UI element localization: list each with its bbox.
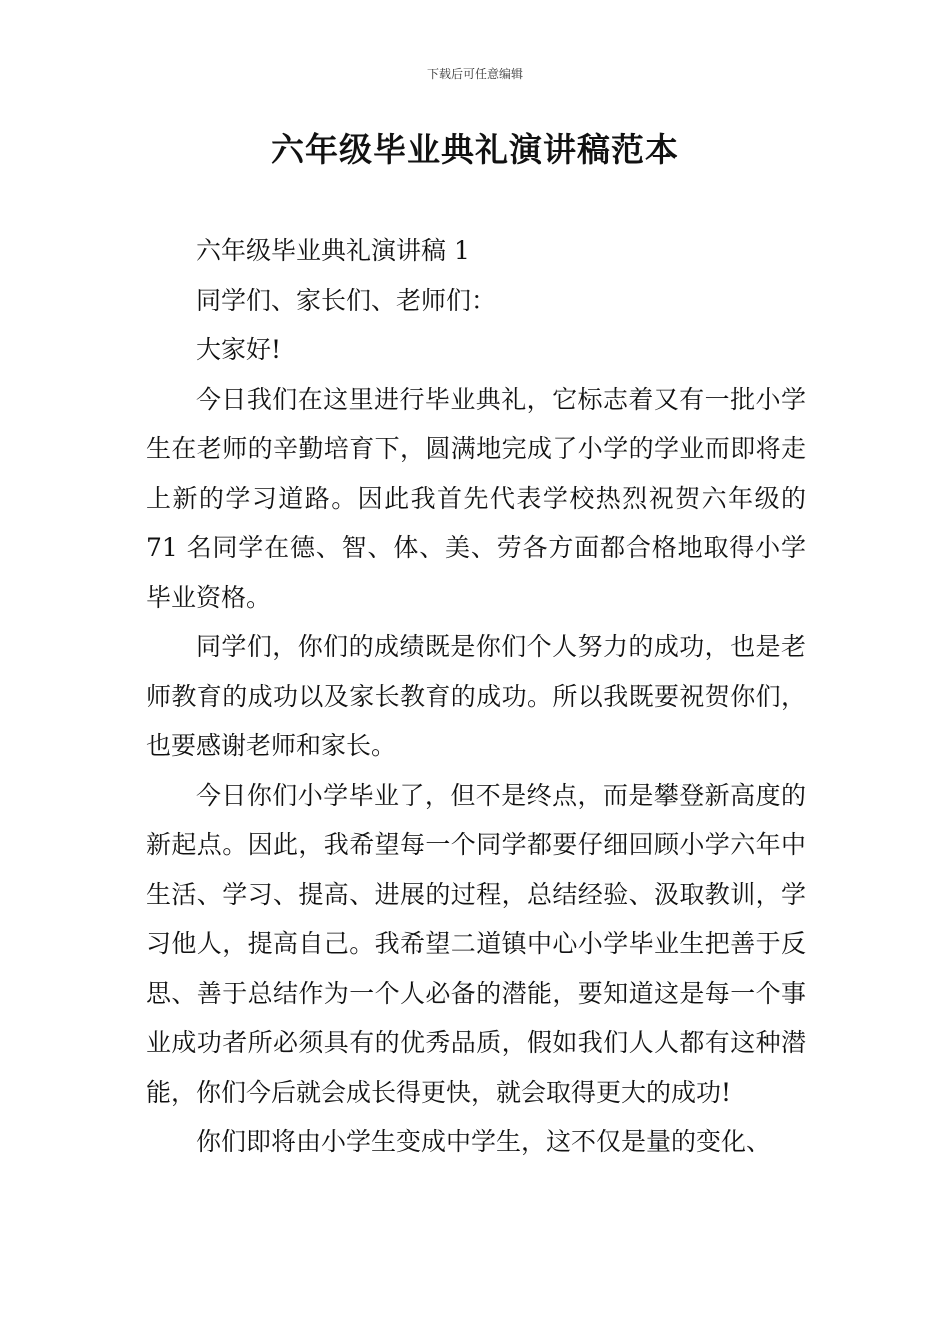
document-body [146,226,806,1167]
body-paragraph: 今日我们在这里进行毕业典礼，它标志着又有一批小学生在老师的辛勤培育下，圆满地完成了小学的学业而即将走上新的学习道路。因此我首先代表学校热烈祝贺六年级的 71 名同学在德、智、体、美、劳各方面都合格地取得小学毕业资格。 [146,384,806,612]
header-note: 下载后可任意编辑 [426,67,523,81]
body-paragraph: 你们即将由小学生变成中学生，这不仅是量的变化、 [196,1127,772,1156]
greeting: 大家好! [196,335,282,364]
speech-heading: 六年级毕业典礼演讲稿 1 [196,236,470,265]
body-paragraph: 同学们，你们的成绩既是你们个人努力的成功，也是老师教育的成功以及家长教育的成功。所以我既要祝贺你们，也要感谢老师和家长。 [146,632,806,760]
body-paragraph: 今日你们小学毕业了，但不是终点，而是攀登新高度的新起点。因此，我希望每一个同学都要仔细回顾小学六年中生活、学习、提高、进展的过程，总结经验、汲取教训，学习他人，提高自己。我希望二道镇中心小学毕业生把善于反思、善于总结作为一个人必备的潜能，要知道这是每一个事业成功者所必须具有的优秀品质，假如我们人人都有这种潜能，你们今后就会成长得更快，就会取得更大的成功! [146,780,806,1107]
salutation: 同学们、家长们、老师们： [196,285,497,315]
document-title: 六年级毕业典礼演讲稿范本 [271,130,679,169]
